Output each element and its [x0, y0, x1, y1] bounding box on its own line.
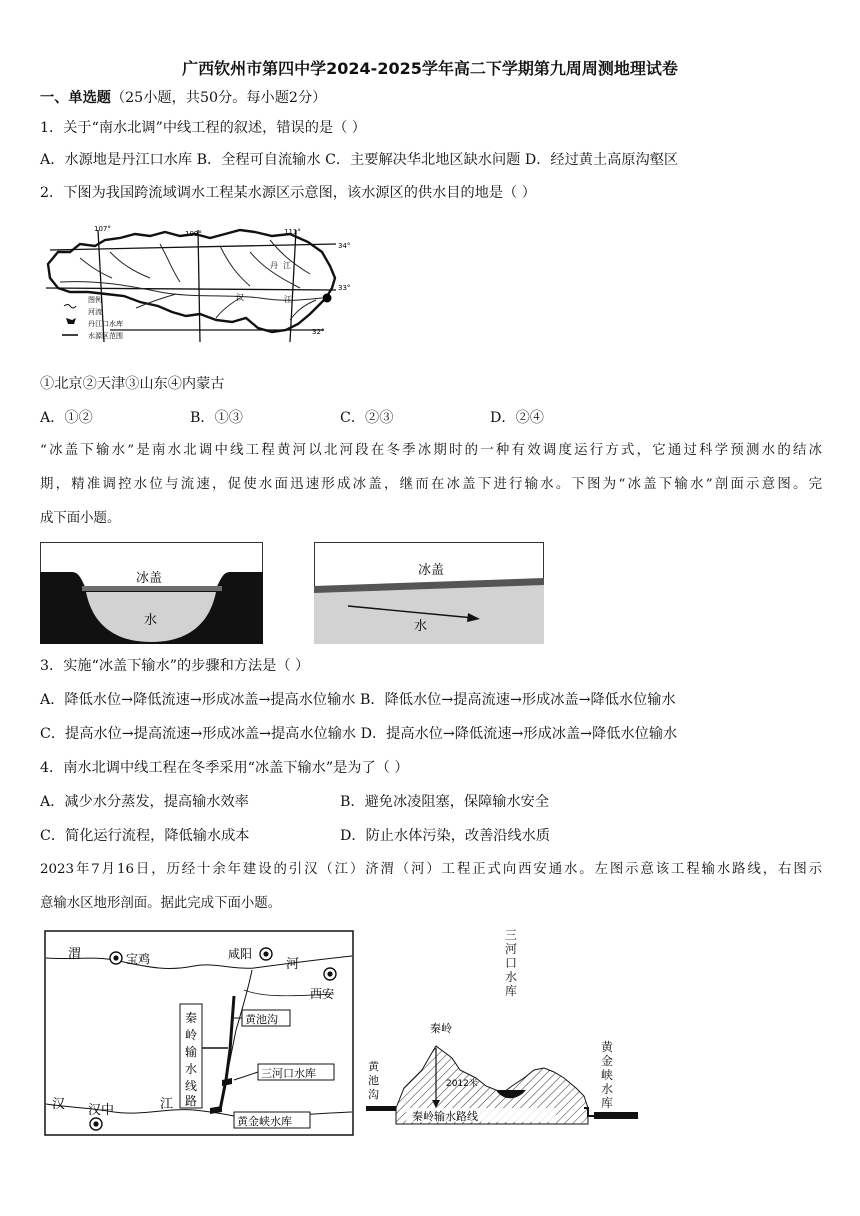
route-bar-left: [366, 1106, 396, 1111]
hanwei-intro-line-2: 意输水区地形剖面。据此完成下面小题。: [40, 896, 282, 911]
lat-label-32: 32°: [312, 328, 325, 336]
river-label-jiang1: 江: [283, 261, 291, 270]
river-label-jiang2: 江: [284, 295, 292, 304]
huangchigou-char-2: 池: [368, 1074, 379, 1087]
legend-reservoir-icon: [66, 318, 76, 324]
ice-intro-line-2: 期，精准调控水位与流速，促使水面迅速形成冰盖，继而在冰盖下进行输水。下图为“冰盖下输水”剖面示意图。完: [40, 477, 822, 492]
ice-label-left: 冰盖: [136, 571, 163, 586]
ice-cover-cross-section: [40, 542, 263, 644]
route-label: 秦岭输水路线: [412, 1110, 478, 1123]
route-char-6: 路: [185, 1094, 198, 1108]
sanhekou-char-2: 河: [505, 942, 518, 956]
q1-stem: 1．关于“南水北调”中线工程的叙述，错误的是（ ）: [40, 120, 366, 136]
ice-intro: [40, 434, 822, 536]
terrain-profile: [366, 1016, 638, 1128]
route-char-2: 岭: [185, 1028, 198, 1042]
river-label-han: 汉: [236, 293, 244, 302]
legend-river-icon: [64, 305, 76, 309]
section-heading: [40, 88, 326, 108]
legend-river: 河流: [88, 308, 102, 316]
hanzhong-icon: [90, 1118, 102, 1130]
q3-options-row-2: C．提高水位→提高流速→形成冰盖→提高水位输水 D．提高水位→降低流速→形成冰盖→降低水位输水: [40, 726, 678, 742]
q4-option-d: D．防止水体污染，改善沿线水质: [340, 828, 551, 844]
q2-option-b: B．①③: [190, 410, 243, 426]
route-bar-right: [594, 1112, 638, 1119]
lon-label-107: 107°: [94, 225, 111, 233]
hanwei-intro-line-1: 2023年7月16日，历经十余年建设的引汉（江）济渭（河）工程正式向西安通水。左图示意该工程输水路线，右图示: [40, 862, 822, 877]
hanwei-intro: [40, 853, 822, 921]
q1-options: A．水源地是丹江口水库 B．全程可自流输水 C．主要解决华北地区缺水问题 D．经过黄土高原沟壑区: [40, 152, 679, 168]
sanhekou-char-5: 库: [505, 984, 518, 998]
huangjinxia-vertical-label: [601, 1040, 615, 1110]
qinling-peak-label: 秦岭: [430, 1022, 452, 1035]
q3-stem: 3．实施“冰盖下输水”的步骤和方法是（ ）: [40, 658, 310, 674]
ice-label-right: 冰盖: [418, 563, 445, 578]
ice-cover-longitudinal-section: [314, 542, 544, 644]
q2-option-c: C．②③: [340, 410, 394, 426]
hanjiang-weihe-route-map: [44, 930, 354, 1136]
jiang-label: 江: [160, 1097, 174, 1112]
xian-label: 西安: [310, 987, 335, 1001]
baoji-label: 宝鸡: [126, 952, 151, 966]
q2-option-a: A．①②: [40, 410, 93, 426]
lon-label-111: 111°: [284, 228, 301, 236]
legend-range: 水源区范围: [88, 332, 123, 340]
legend-reservoir: 丹江口水库: [88, 320, 123, 328]
huangchigou-label: 黄池沟: [245, 1013, 278, 1026]
section-title: 一、单选题: [40, 90, 111, 106]
lat-label-33: 33°: [338, 284, 351, 292]
lat-label-34: 34°: [338, 242, 351, 250]
huangjinxia-char-3: 峡: [601, 1068, 614, 1082]
route-char-1: 秦: [185, 1011, 198, 1025]
route-char-3: 输: [185, 1045, 198, 1059]
sanhekou-char-1: 三: [505, 928, 518, 942]
ice-intro-line-3: 成下面小题。: [40, 511, 121, 526]
q4-option-b: B．避免冰凌阻塞，保障输水安全: [340, 794, 550, 810]
huangjinxia-char-4: 水: [601, 1082, 614, 1096]
legend-title: 图例: [88, 296, 102, 304]
baoji-icon: [110, 952, 122, 964]
river-label-dan: 丹: [270, 261, 278, 270]
han-label: 汉: [52, 1097, 66, 1112]
huangchigou-char-3: 沟: [368, 1088, 379, 1101]
he-label: 河: [286, 957, 300, 972]
q3-options-row-1: A．降低水位→降低流速→形成冰盖→提高水位输水 B．降低水位→提高流速→形成冰盖→降低水位输水: [40, 692, 676, 708]
elevation-label: 2012米: [446, 1079, 478, 1089]
water-label-right: 水: [414, 619, 428, 634]
xianyang-label: 咸阳: [228, 947, 253, 961]
sanhekou-label: 三河口水库: [261, 1067, 316, 1080]
q2-stem: 2．下图为我国跨流域调水工程某水源区示意图，该水源区的供水目的地是（ ）: [40, 185, 536, 201]
ice-intro-line-1: “冰盖下输水”是南水北调中线工程黄河以北河段在冬季冰期时的一种有效调度运行方式，它通过科学预测水的结冰: [40, 443, 822, 458]
ice-layer: [82, 586, 222, 591]
xianyang-icon: [260, 948, 272, 960]
q4-option-c: C．简化运行流程，降低输水成本: [40, 828, 250, 844]
xian-icon: [324, 968, 336, 980]
map-legend: [62, 295, 123, 340]
q4-stem: 4．南水北调中线工程在冬季采用“冰盖下输水”是为了（ ）: [40, 760, 409, 776]
huangjinxia-char-1: 黄: [601, 1040, 614, 1054]
huangjinxia-char-5: 库: [601, 1096, 614, 1110]
q4-option-a: A．减少水分蒸发，提高输水效率: [40, 794, 249, 810]
page-title: 广西钦州市第四中学2024-2025学年高二下学期第九周周测地理试卷: [182, 59, 678, 78]
sanhekou-vertical-label: [505, 928, 519, 998]
route-char-5: 线: [185, 1079, 198, 1093]
water-label-left: 水: [144, 613, 158, 628]
q2-option-d: D．②④: [490, 410, 544, 426]
q2-items: ①北京②天津③山东④内蒙古: [40, 376, 225, 392]
huangchigou-char-1: 黄: [368, 1060, 379, 1073]
wei-label: 渭: [68, 947, 82, 962]
route-char-4: 水: [185, 1062, 198, 1076]
section-note: （25小题，共50分。每小题2分）: [110, 90, 327, 106]
water-source-map: [40, 222, 370, 347]
sanhekou-char-3: 口: [505, 956, 518, 970]
sanhekou-char-4: 水: [505, 970, 518, 984]
lon-label-109: 109°: [185, 230, 202, 238]
huangjinxia-char-2: 金: [601, 1054, 614, 1068]
hanzhong-label: 汉中: [88, 1103, 115, 1118]
danjiangkou-reservoir-icon: [323, 294, 332, 303]
huangjinxia-label: 黄金峡水库: [237, 1115, 292, 1128]
